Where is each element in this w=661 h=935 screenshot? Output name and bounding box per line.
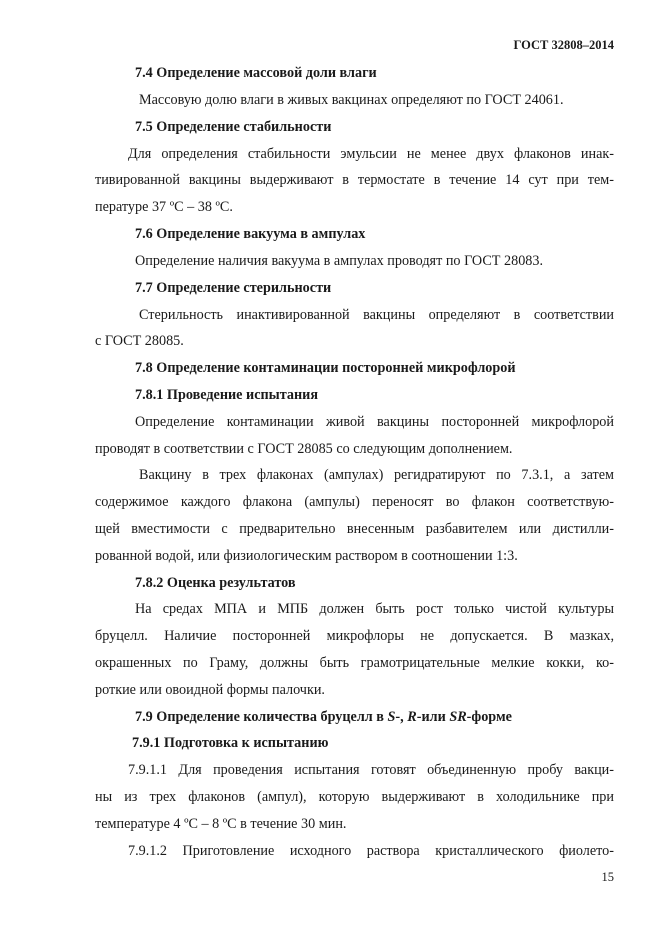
paragraph-line: Массовую долю влаги в живых вакцинах определяют по ГОСТ 24061. [139,92,564,108]
document-header: ГОСТ 32808–2014 [513,38,614,52]
page-number: 15 [601,870,614,884]
form-sr: SR [449,709,467,725]
paragraph-line: Определение контаминации живой вакцины посторонней микрофлорой [135,414,614,430]
heading-text: -или [416,709,450,725]
heading-text: -, [395,709,408,725]
paragraph-line: температуре 4 ºС – 8 ºС в течение 30 мин. [95,816,347,832]
paragraph-line: пературе 37 ºС – 38 ºС. [95,199,233,215]
section-heading-7-7: 7.7 Определение стерильности [135,280,332,296]
paragraph-line: бруцелл. Наличие посторонней микрофлоры не допускается. В мазках, [95,628,614,644]
paragraph-line: с ГОСТ 28085. [95,333,184,349]
paragraph-line: окрашенных по Граму, должны быть грамотрицательные мелкие кокки, ко- [95,655,614,671]
paragraph-line: Стерильность инактивированной вакцины определяют в соответствии [139,307,614,323]
paragraph-line: рованной водой, или физиологическим раствором в соотношении 1:3. [95,548,518,564]
paragraph-line: тивированной вакцины выдерживают в термостате в течение 14 сут при тем- [95,172,614,188]
section-heading-7-8-1: 7.8.1 Проведение испытания [135,387,319,403]
paragraph-line: роткие или овоидной формы палочки. [95,682,325,698]
paragraph-line: Для определения стабильности эмульсии не менее двух флаконов инак- [128,146,614,162]
section-heading-7-8-2: 7.8.2 Оценка результатов [135,575,296,591]
paragraph-line: Определение наличия вакуума в ампулах проводят по ГОСТ 28083. [135,253,544,269]
section-heading-7-9-1: 7.9.1 Подготовка к испытанию [132,735,329,751]
section-heading-7-5: 7.5 Определение стабильности [135,119,332,135]
paragraph-line: проводят в соответствии с ГОСТ 28085 со следующим дополнением. [95,441,513,457]
section-heading-7-4: 7.4 Определение массовой доли влаги [135,65,377,81]
form-s: S [387,709,396,725]
paragraph-line: содержимое каждого флакона (ампулы) переносят во флакон соответствую- [95,494,614,510]
heading-text: 7.9 Определение количества бруцелл в [135,709,388,725]
form-r: R [407,709,417,725]
paragraph-line: 7.9.1.2 Приготовление исходного раствора кристаллического фиолето- [128,843,614,859]
section-heading-7-9 [135,708,512,726]
paragraph-line: На средах МПА и МПБ должен быть рост только чистой культуры [135,601,614,617]
section-heading-7-6: 7.6 Определение вакуума в ампулах [135,226,366,242]
section-heading-7-8: 7.8 Определение контаминации посторонней микрофлорой [135,360,516,376]
paragraph-line: Вакцину в трех флаконах (ампулах) регидратируют по 7.3.1, а затем [139,467,614,483]
paragraph-line: ны из трех флаконов (ампул), которую выдерживают в холодильнике при [95,789,614,805]
paragraph-line: 7.9.1.1 Для проведения испытания готовят объединенную пробу вакци- [128,762,614,778]
paragraph-line: щей вместимости с предварительно внесенным разбавителем или дистилли- [95,521,614,537]
heading-text: -форме [466,709,512,725]
